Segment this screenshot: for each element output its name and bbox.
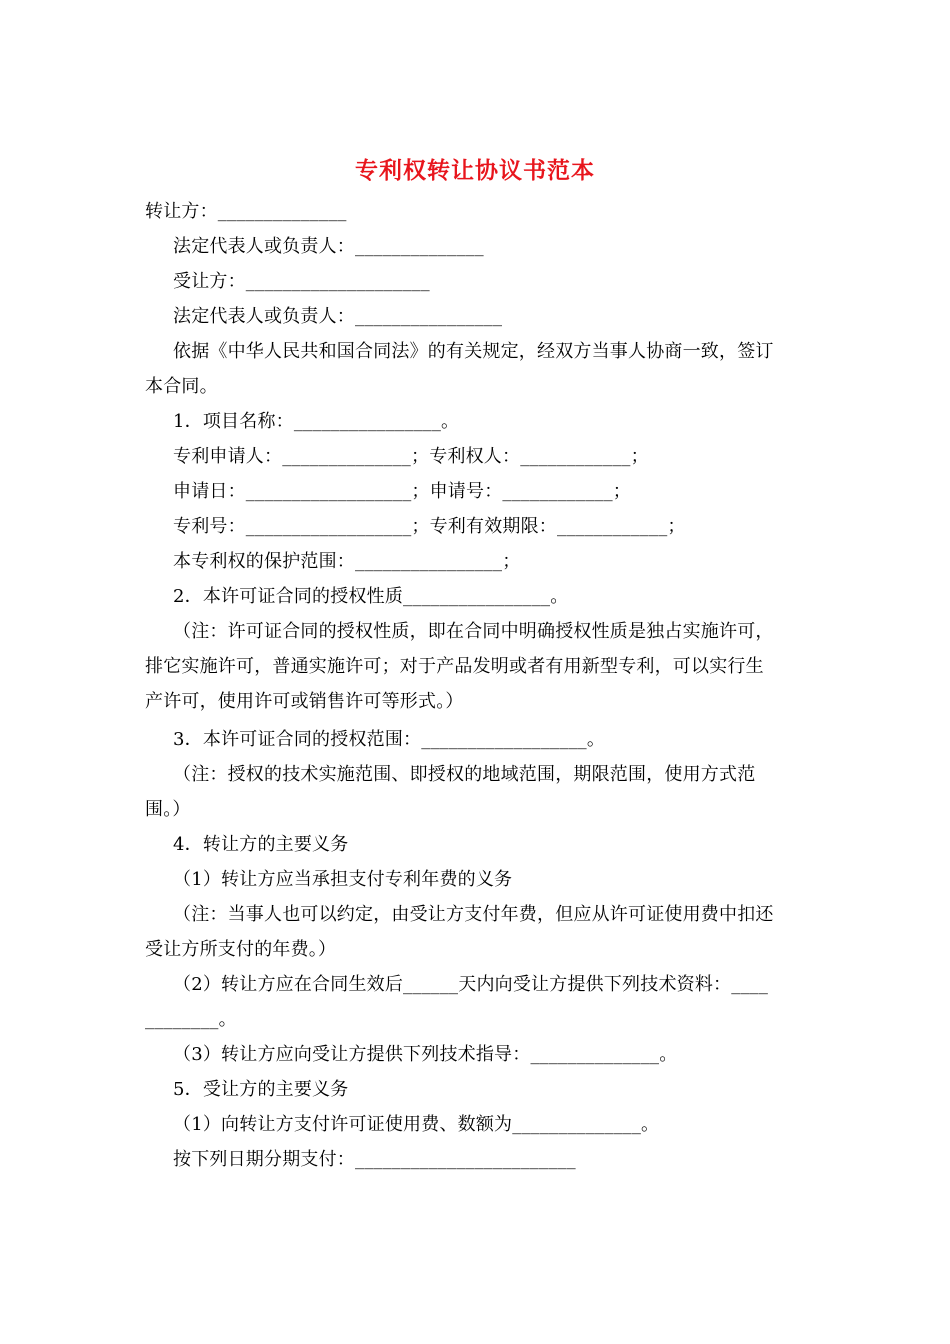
text-line-patent-number: 专利号：__________________；专利有效期限：____________；: [173, 516, 686, 537]
text-line-note-2: （注：授权的技术实施范围、即授权的地域范围，期限范围，使用方式范: [173, 764, 756, 785]
document-title: 专利权转让协议书范本: [355, 158, 595, 184]
text-line-installments: 按下列日期分期支付：________________________: [173, 1149, 576, 1170]
text-line-item-4-3: （3）转让方应向受让方提供下列技术指导：______________。: [173, 1044, 678, 1065]
text-line-legal-rep-2: 法定代表人或负责人：________________: [173, 306, 503, 327]
text-line-item-5-1: （1）向转让方支付许可证使用费、数额为______________。: [173, 1114, 660, 1135]
text-line-basis: 依据《中华人民共和国合同法》的有关规定，经双方当事人协商一致，签订: [173, 341, 774, 362]
text-line-note-1: （注：许可证合同的授权性质，即在合同中明确授权性质是独占实施许可，: [173, 621, 774, 642]
text-line-item-1: 1．项目名称：________________。: [173, 411, 460, 432]
text-line-note-1-cont: 排它实施许可，普通实施许可；对于产品发明或者有用新型专利，可以实行生: [145, 656, 764, 677]
text-line-note-1-end: 产许可，使用许可或销售许可等形式。）: [145, 691, 464, 712]
text-line-item-3: 3．本许可证合同的授权范围：__________________。: [173, 729, 606, 750]
text-line-note-2-cont: 围。）: [145, 799, 191, 820]
text-line-item-4-2: （2）转让方应在合同生效后______天内向受让方提供下列技术资料：____: [173, 974, 769, 995]
text-line-note-3: （注：当事人也可以约定，由受让方支付年费，但应从许可证使用费中扣还: [173, 904, 774, 925]
text-line-basis-cont: 本合同。: [145, 376, 218, 397]
text-line-item-4-2-cont: ________。: [145, 1009, 237, 1030]
text-line-applicant: 专利申请人：______________；专利权人：____________；: [173, 446, 649, 467]
text-line-item-5: 5．受让方的主要义务: [173, 1079, 349, 1100]
text-line-transferee: 受让方：____________________: [173, 271, 430, 292]
text-line-transferor: 转让方：______________: [145, 201, 347, 222]
text-line-application-date: 申请日：__________________；申请号：____________；: [173, 481, 631, 502]
text-line-legal-rep-1: 法定代表人或负责人：______________: [173, 236, 484, 257]
text-line-item-4: 4．转让方的主要义务: [173, 834, 349, 855]
text-line-item-2: 2．本许可证合同的授权性质________________。: [173, 586, 569, 607]
text-line-protection-scope: 本专利权的保护范围：________________；: [173, 551, 521, 572]
text-line-note-3-cont: 受让方所支付的年费。）: [145, 939, 337, 960]
text-line-item-4-1: （1）转让方应当承担支付专利年费的义务: [173, 869, 513, 890]
